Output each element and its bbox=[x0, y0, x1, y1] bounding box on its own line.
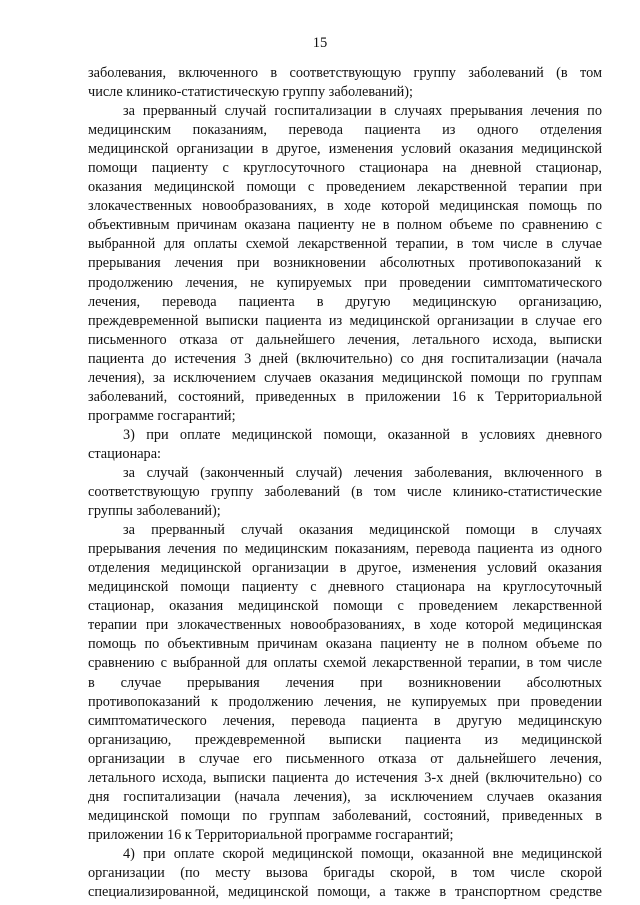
text-line: сравнению с выбранной для оплаты схемой лекарственной терапии, в том числе bbox=[88, 655, 602, 672]
text-line: заболевания, включенного в соответствующую группу заболеваний (в том bbox=[88, 65, 602, 81]
text-line: 4) при оплате скорой медицинской помощи, оказанной вне медицинской bbox=[123, 845, 602, 862]
text-line: приложении 16 к Территориальной программе госгарантий; bbox=[88, 826, 454, 843]
text-line: помощь по объективным причинам оказана пациенту не в полном объеме по bbox=[88, 636, 602, 653]
text-line: организации (по месту вызова бригады скорой, в том числе скорой bbox=[88, 864, 602, 881]
text-line: 3) при оплате медицинской помощи, оказанной в условиях дневного bbox=[123, 426, 602, 443]
text-line: письменного отказа от дальнейшего лечения, летального исхода, выписки bbox=[88, 331, 602, 348]
text-line: пациента до истечения 3 дней (включительно) со дня госпитализации (начала bbox=[88, 350, 602, 367]
text-line: летального исхода, выписки пациента до истечения 3-х дней (включительно) со bbox=[88, 769, 602, 786]
text-line: специализированной, медицинской помощи, а также в транспортном средстве bbox=[88, 884, 602, 901]
text-line: выбранной для оплаты схемой лекарственной терапии, в том числе в случае bbox=[88, 236, 602, 253]
text-line: стационара: bbox=[88, 445, 162, 462]
text-line: медицинской организации в другое, изменения условий оказания медицинской bbox=[88, 141, 602, 158]
text-line: противопоказаний к продолжению лечения, не купируемых при проведении bbox=[88, 693, 602, 710]
text-line: заболеваний, состояний, приведенных в приложении 16 к Территориальной bbox=[88, 388, 602, 405]
text-line: за случай (законченный случай) лечения заболевания, включенного в bbox=[123, 464, 602, 481]
text-line: медицинской помощи по группам заболеваний, состояний, приведенных в bbox=[88, 807, 602, 824]
text-line: симптоматического лечения, перевода пациента в другую медицинскую bbox=[88, 712, 602, 729]
text-line: отделения медицинской организации в другое, изменения условий оказания bbox=[88, 560, 602, 577]
text-line: прерывания лечения по медицинским показаниям, перевода пациента из одного bbox=[88, 541, 602, 558]
text-line: объективным причинам оказана пациенту не в полном объеме по сравнению с bbox=[88, 217, 602, 234]
document-body bbox=[88, 64, 602, 902]
text-line: за прерванный случай оказания медицинской помощи в случаях bbox=[123, 522, 602, 539]
text-line: лечения), за исключением случаев оказания медицинской помощи по группам bbox=[88, 369, 602, 386]
page-number: 15 bbox=[312, 35, 328, 51]
text-line: помощи пациенту с круглосуточного стационара на дневной стационар, bbox=[88, 160, 602, 177]
text-line: медицинской помощи пациенту с дневного стационара на круглосуточный bbox=[88, 579, 602, 596]
text-line: прерывания лечения при возникновении абсолютных противопоказаний к bbox=[88, 255, 602, 272]
text-line: продолжению лечения, не купируемых при проведении симптоматического bbox=[88, 274, 602, 291]
text-line: в случае прерывания лечения при возникновении абсолютных bbox=[88, 674, 602, 691]
text-line: организацию, преждевременной выписки пациента из медицинской bbox=[88, 731, 602, 748]
text-line: преждевременной выписки пациента из медицинской организации в случае его bbox=[88, 312, 602, 329]
text-line: организации в случае его письменного отказа от дальнейшего лечения, bbox=[88, 750, 602, 767]
text-line: числе клинико-статистическую группу заболеваний); bbox=[88, 84, 413, 101]
text-line: стационар, оказания медицинской помощи с проведением лекарственной bbox=[88, 598, 602, 615]
text-line: медицинским показаниям, перевода пациента из одного отделения bbox=[88, 122, 602, 139]
text-line: терапии при злокачественных новообразованиях, в ходе которой медицинская bbox=[88, 617, 602, 634]
text-line: злокачественных новообразованиях, в ходе которой медицинская помощь по bbox=[88, 198, 602, 215]
text-line: лечения, перевода пациента в другую медицинскую организацию, bbox=[88, 293, 602, 310]
text-line: за прерванный случай госпитализации в случаях прерывания лечения по bbox=[123, 103, 602, 120]
text-line: соответствующую группу заболеваний (в том числе клинико-статистические bbox=[88, 484, 602, 501]
text-line: группы заболеваний); bbox=[88, 503, 221, 520]
text-line: дня госпитализации (начала лечения), за исключением случаев оказания bbox=[88, 788, 602, 805]
text-line: оказания медицинской помощи с проведением лекарственной терапии при bbox=[88, 179, 602, 196]
text-line: программе госгарантий; bbox=[88, 407, 236, 424]
